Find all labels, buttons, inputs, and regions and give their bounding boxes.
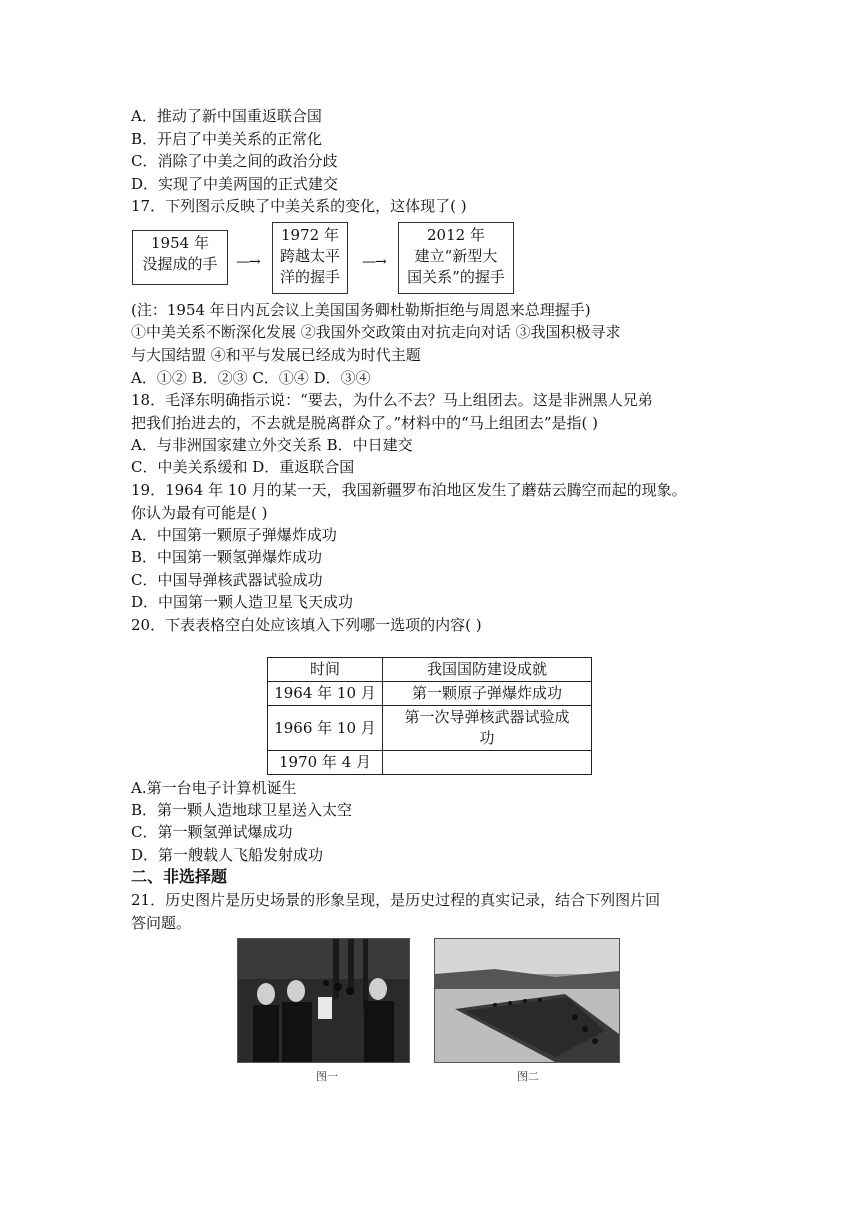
q17-options: A．①② B．②③ C．①④ D．③④	[131, 369, 371, 387]
q19-stem-line2: 你认为最有可能是( )	[131, 504, 268, 522]
table-row	[268, 751, 592, 775]
box-caption-line2: 洋的握手	[279, 268, 340, 286]
photo-founding-ceremony-image	[238, 939, 409, 1062]
box-year: 1954 年	[151, 234, 209, 252]
q19-option-c: C．中国导弹核武器试验成功	[131, 571, 323, 589]
q20-defense-table	[267, 657, 592, 775]
section-heading: 二、非选择题	[131, 867, 228, 886]
q17-box-1954	[132, 230, 228, 285]
box-year: 2012 年	[427, 226, 485, 244]
table-cell-achievement: 第一颗原子弹爆炸成功	[383, 682, 592, 706]
q20-stem: 20．下表表格空白处应该填入下列哪一选项的内容( )	[131, 616, 482, 634]
table-header-achievement: 我国国防建设成就	[383, 658, 592, 682]
table-cell-time: 1970 年 4 月	[268, 751, 383, 775]
q19-stem-line1: 19．1964 年 10 月的某一天，我国新疆罗布泊地区发生了蘑菇云腾空而起的现象。	[131, 481, 687, 499]
q19-option-a: A．中国第一颗原子弹爆炸成功	[131, 526, 337, 544]
q16-option-d: D．实现了中美两国的正式建交	[131, 175, 339, 193]
q19-option-d: D．中国第一颗人造卫星飞天成功	[131, 593, 354, 611]
q20-option-c: C．第一颗氢弹试爆成功	[131, 823, 293, 841]
box-caption: 没握成的手	[142, 255, 218, 273]
table-cell-text-line1: 第一次导弹核武器试验成	[404, 708, 570, 726]
q17-statements-line2: 与大国结盟 ④和平与发展已经成为时代主题	[131, 346, 421, 364]
photo-dam-construction-image	[435, 939, 619, 1062]
box-caption-line1: 建立“新型大	[414, 247, 498, 265]
box-caption-line2: 国关系”的握手	[407, 268, 505, 286]
photo-caption-1: 图一	[316, 1070, 338, 1083]
q16-option-c: C．消除了中美之间的政治分歧	[131, 152, 338, 170]
q20-option-b: B．第一颗人造地球卫星送入太空	[131, 801, 353, 819]
q21-stem-line2: 答问题。	[131, 914, 192, 932]
photo-caption-2: 图二	[517, 1070, 539, 1083]
table-row	[268, 706, 592, 751]
table-cell-blank	[383, 751, 592, 775]
table-cell-text-line2: 功	[479, 729, 495, 747]
arrow-icon: —→	[236, 254, 260, 270]
q20-option-d: D．第一艘载人飞船发射成功	[131, 846, 324, 864]
q18-options-line2: C．中美关系缓和 D．重返联合国	[131, 458, 355, 476]
box-year: 1972 年	[281, 226, 339, 244]
table-cell-time: 1964 年 10 月	[268, 682, 383, 706]
table-cell-achievement	[383, 706, 592, 751]
q17-note: (注：1954 年日内瓦会议上美国国务卿杜勒斯拒绝与周恩来总理握手)	[131, 301, 591, 319]
table-row	[268, 682, 592, 706]
table-header-row	[268, 658, 592, 682]
table-header-time: 时间	[268, 658, 383, 682]
q18-stem-line1: 18．毛泽东明确指示说：“要去，为什么不去？马上组团去。这是非洲黑人兄弟	[131, 391, 653, 409]
q17-statements-line1: ①中美关系不断深化发展 ②我国外交政策由对抗走向对话 ③我国积极寻求	[131, 323, 621, 341]
box-caption-line1: 跨越太平	[279, 247, 340, 265]
q19-option-b: B．中国第一颗氢弹爆炸成功	[131, 548, 323, 566]
q21-stem-line1: 21．历史图片是历史场景的形象呈现，是历史过程的真实记录，结合下列图片回	[131, 891, 661, 909]
q16-option-a: A．推动了新中国重返联合国	[131, 107, 322, 125]
q18-options-line1: A．与非洲国家建立外交关系 B．中日建交	[131, 436, 413, 454]
arrow-icon: —→	[362, 254, 386, 270]
q17-box-2012	[398, 222, 514, 294]
q16-option-b: B．开启了中美关系的正常化	[131, 130, 323, 148]
q20-option-a: A.第一台电子计算机诞生	[131, 779, 297, 797]
q18-stem-line2: 把我们抬进去的，不去就是脱离群众了。”材料中的“马上组团去”是指( )	[131, 414, 598, 432]
q17-box-1972	[272, 222, 348, 294]
photo-founding-ceremony	[237, 938, 410, 1063]
table-cell-time: 1966 年 10 月	[268, 706, 383, 751]
photo-dam-construction	[434, 938, 620, 1063]
q17-stem: 17．下列图示反映了中美关系的变化，这体现了( )	[131, 197, 467, 215]
